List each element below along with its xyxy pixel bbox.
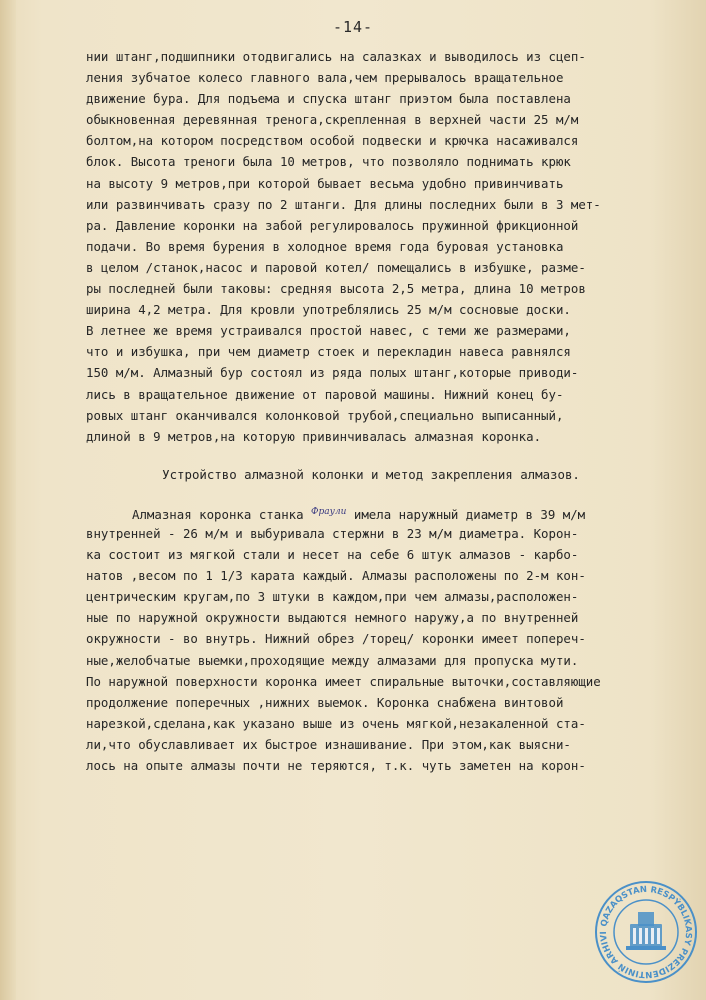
text-line: ка состоит из мягкой стали и несет на себе 6 штук алмазов - карбо- bbox=[86, 547, 579, 563]
text-line: ры последней были таковы: средняя высота 2,5 метра, длина 10 метров bbox=[86, 281, 586, 297]
text-line: ширина 4,2 метра. Для кровли употреблялись 25 м/м сосновые доски. bbox=[86, 302, 571, 318]
paragraph-2 bbox=[86, 523, 606, 776]
paragraph-2-first-line bbox=[86, 502, 606, 523]
paragraph-1 bbox=[86, 46, 606, 447]
text-line: продолжение поперечных ,нижних выемок. Коронка снабжена винтовой bbox=[86, 694, 564, 710]
archive-stamp bbox=[594, 880, 698, 984]
text-line: ра. Давление коронки на забой регулировалось пружинной фрикционной bbox=[86, 217, 579, 233]
body-text bbox=[86, 46, 606, 776]
text-line: лись в вращательное движение от паровой машины. Нижний конец бу- bbox=[86, 386, 564, 402]
stamp-text-path: QAZAQSTAN RESPÝBLIKASY PREZIDENTINIŃ ARHIVI bbox=[598, 884, 694, 980]
page-number: -14- bbox=[332, 18, 374, 36]
text-line: внутренней - 26 м/м и выбуривала стержни в 23 м/м диаметра. Корон- bbox=[86, 525, 579, 541]
text-line: обыкновенная деревянная тренога,скрепленная в верхней части 25 м/м bbox=[86, 112, 579, 128]
text-line: блок. Высота треноги была 10 метров, что позволяло поднимать крюк bbox=[86, 154, 571, 170]
text-line: или развинчивать сразу по 2 штанги. Для длины последних были в 3 мет- bbox=[86, 196, 601, 212]
text-line: 150 м/м. Алмазный бур состоял из ряда полых штанг,которые приводи- bbox=[86, 365, 579, 381]
text-line: в целом /станок,насос и паровой котел/ помещались в избушке, разме- bbox=[86, 259, 586, 275]
spacer bbox=[86, 447, 606, 464]
text-line: ные по наружной окружности выдаются немного наружу,а по внутренней bbox=[86, 610, 579, 626]
text-line: подачи. Во время бурения в холодное время года буровая установка bbox=[86, 238, 564, 254]
text-line: нарезкой,сделана,как указано выше из очень мягкой,незакаленной ста- bbox=[86, 715, 586, 731]
text-line: В летнее же время устраивался простой навес, с теми же размерами, bbox=[86, 323, 571, 339]
spacer bbox=[86, 485, 606, 502]
text-line: натов ,весом по 1 1/3 карата каждый. Алмазы расположены по 2-м кон- bbox=[86, 568, 586, 584]
text-line: движение бура. Для подъема и спуска штанг приэтом была поставлена bbox=[86, 91, 571, 107]
text-line: нии штанг,подшипники отодвигались на салазках и выводилось из сцеп- bbox=[86, 49, 586, 64]
text-line: ли,что обуславливает их быстрое изнашивание. При этом,как выясни- bbox=[86, 736, 571, 752]
page-left-edge bbox=[0, 0, 16, 1000]
typed-text: имела наружный диаметр в 39 м/м bbox=[353, 507, 586, 522]
section-heading: Устройство алмазной колонки и метод закрепления алмазов. bbox=[162, 466, 580, 482]
text-line: что и избушка, при чем диаметр стоек и перекладин навеса равнялся bbox=[86, 344, 571, 360]
text-line: По наружной поверхности коронка имеет спиральные выточки,составляющие bbox=[86, 673, 601, 689]
text-line: болтом,на котором посредством особой подвески и крючка насаживался bbox=[86, 133, 579, 149]
text-line: длиной в 9 метров,на которую привинчивалась алмазная коронка. bbox=[86, 428, 542, 444]
text-line: ления зубчатое колесо главного вала,чем прерывалось вращательное bbox=[86, 70, 564, 86]
text-line: лось на опыте алмазы почти не теряются, т.к. чуть заметен на корон- bbox=[86, 758, 586, 773]
handwritten-insertion: Фраули bbox=[311, 506, 347, 517]
text-line: центрическим кругам,по 3 штуки в каждом,при чем алмазы,расположен- bbox=[86, 589, 579, 605]
text-line: на высоту 9 метров,при которой бывает весьма удобно привинчивать bbox=[86, 175, 564, 191]
text-line: окружности - во внутрь. Нижний обрез /торец/ коронки имеет попереч- bbox=[86, 631, 586, 647]
typed-text: Алмазная коронка станка bbox=[132, 507, 304, 522]
text-line: ные,желобчатые выемки,проходящие между алмазами для пропуска мути. bbox=[86, 652, 579, 668]
text-line: ровых штанг оканчивался колонковой трубой,специально выписанный, bbox=[86, 407, 564, 423]
